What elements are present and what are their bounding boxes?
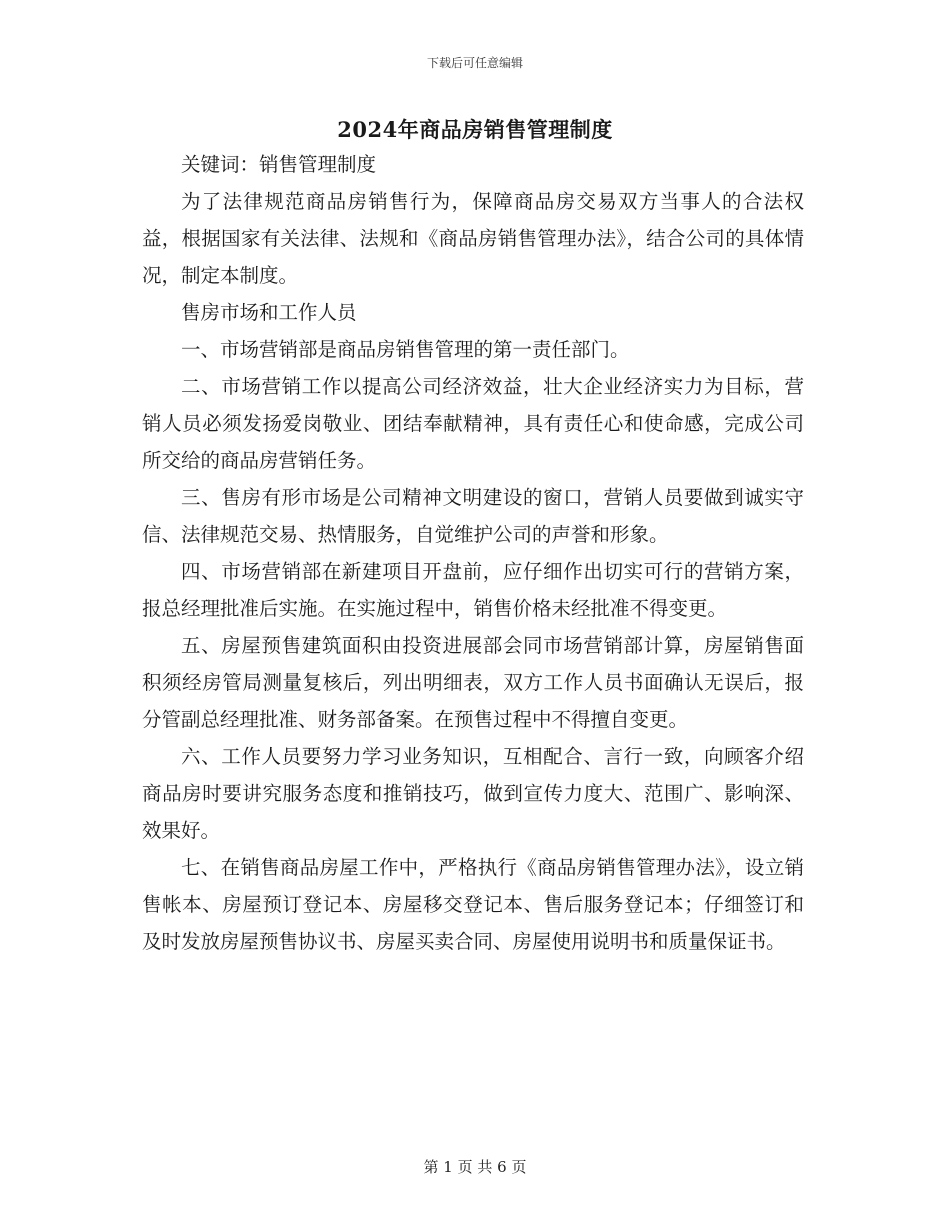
- document-title: 2024年商品房销售管理制度: [337, 117, 613, 142]
- clause-7: 七、在销售商品房屋工作中，严格执行《商品房销售管理办法》，设立销售帐本、房屋预订登记本、房屋移交登记本、售后服务登记本；仔细签订和及时发放房屋预售协议书、房屋买卖合同、房屋使用说明书和质量保证书。: [142, 856, 804, 953]
- clause-1: 一、市场营销部是商品房销售管理的第一责任部门。: [181, 338, 630, 361]
- section-heading: 售房市场和工作人员: [181, 301, 357, 324]
- header-note: 下载后可任意编辑: [426, 56, 523, 70]
- intro-paragraph: 为了法律规范商品房销售行为，保障商品房交易双方当事人的合法权益，根据国家有关法律、法规和《商品房销售管理办法》，结合公司的具体情况，制定本制度。: [142, 190, 804, 287]
- clause-4: 四、市场营销部在新建项目开盘前，应仔细作出切实可行的营销方案，报总经理批准后实施。在实施过程中，销售价格未经批准不得变更。: [142, 560, 804, 620]
- page-number: 第 1 页 共 6 页: [423, 1158, 527, 1176]
- clause-3: 三、售房有形市场是公司精神文明建设的窗口，营销人员要做到诚实守信、法律规范交易、热情服务，自觉维护公司的声誉和形象。: [142, 486, 804, 546]
- document-body: [142, 146, 804, 960]
- clause-6: 六、工作人员要努力学习业务知识，互相配合、言行一致，向顾客介绍商品房时要讲究服务态度和推销技巧，做到宣传力度大、范围广、影响深、效果好。: [142, 745, 804, 842]
- keywords-paragraph: 关键词：销售管理制度: [181, 153, 377, 176]
- clause-2: 二、市场营销工作以提高公司经济效益，壮大企业经济实力为目标，营销人员必须发扬爱岗敬业、团结奉献精神，具有责任心和使命感，完成公司所交给的商品房营销任务。: [142, 375, 804, 472]
- clause-5: 五、房屋预售建筑面积由投资进展部会同市场营销部计算，房屋销售面积须经房管局测量复核后，列出明细表，双方工作人员书面确认无误后，报分管副总经理批准、财务部备案。在预售过程中不得擅自变更。: [142, 634, 804, 731]
